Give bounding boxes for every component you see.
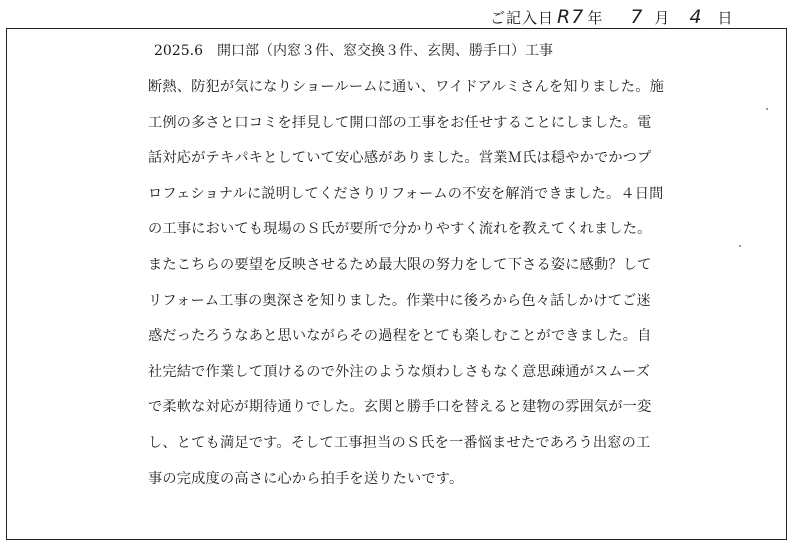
comment-line: 社完結で作業して頂けるので外注のような煩わしさもなく意思疎通がスムーズ	[148, 363, 651, 380]
comment-line: 話対応がテキパキとしていて安心感がありました。営業Ｍ氏は穏やかでかつプ	[148, 150, 652, 167]
comment-line: 断熱、防犯が気になりショールームに通い、ワイドアルミさんを知りました。施	[148, 79, 664, 95]
comment-line: ロフェショナルに説明してくださりリフォームの不安を解消できました。４日間	[148, 185, 664, 202]
comment-line: リフォーム工事の奥深さを知りました。作業中に後ろから色々話しかけてご迷	[148, 292, 651, 309]
entry-date	[490, 2, 733, 28]
entry-date-year-unit: 年	[587, 9, 603, 27]
entry-date-label: ご記入日	[490, 9, 555, 27]
comment-line: の工事においても現場のＳ氏が要所で分かりやすく流れを教えてくれました。	[148, 221, 652, 238]
comment-line: またこちらの要望を反映させるため最大限の努力をして下さる姿に感動？して	[148, 256, 652, 273]
scan-speck	[766, 108, 768, 110]
entry-date-month: 7	[630, 6, 643, 28]
comment-line: 惑だったろうなあと思いながらその過程をとても楽しむことができました。自	[148, 328, 652, 345]
entry-date-era: R	[557, 6, 571, 28]
entry-date-year: 7	[571, 6, 584, 28]
entry-date-month-unit: 月	[654, 9, 670, 27]
scan-speck	[739, 245, 741, 247]
entry-date-day: 4	[689, 6, 702, 28]
comment-line: 事の完成度の高さに心から拍手を送りたいです。	[148, 470, 464, 487]
comment-line: で柔軟な対応が期待通りでした。玄関と勝手口を替えると建物の雰囲気が一変	[148, 399, 652, 416]
comment-line: し、とても満足です。そして工事担当のＳ氏を一番悩ませたであろう出窓の工	[148, 434, 651, 451]
comment-line: 工例の多さと口コミを拝見して開口部の工事をお任せすることにしました。電	[148, 114, 652, 131]
project-title: 2025.6 開口部（内窓３件、窓交換３件、玄関、勝手口）工事	[154, 43, 553, 59]
entry-date-day-unit: 日	[717, 9, 733, 27]
comment-body	[148, 78, 664, 505]
